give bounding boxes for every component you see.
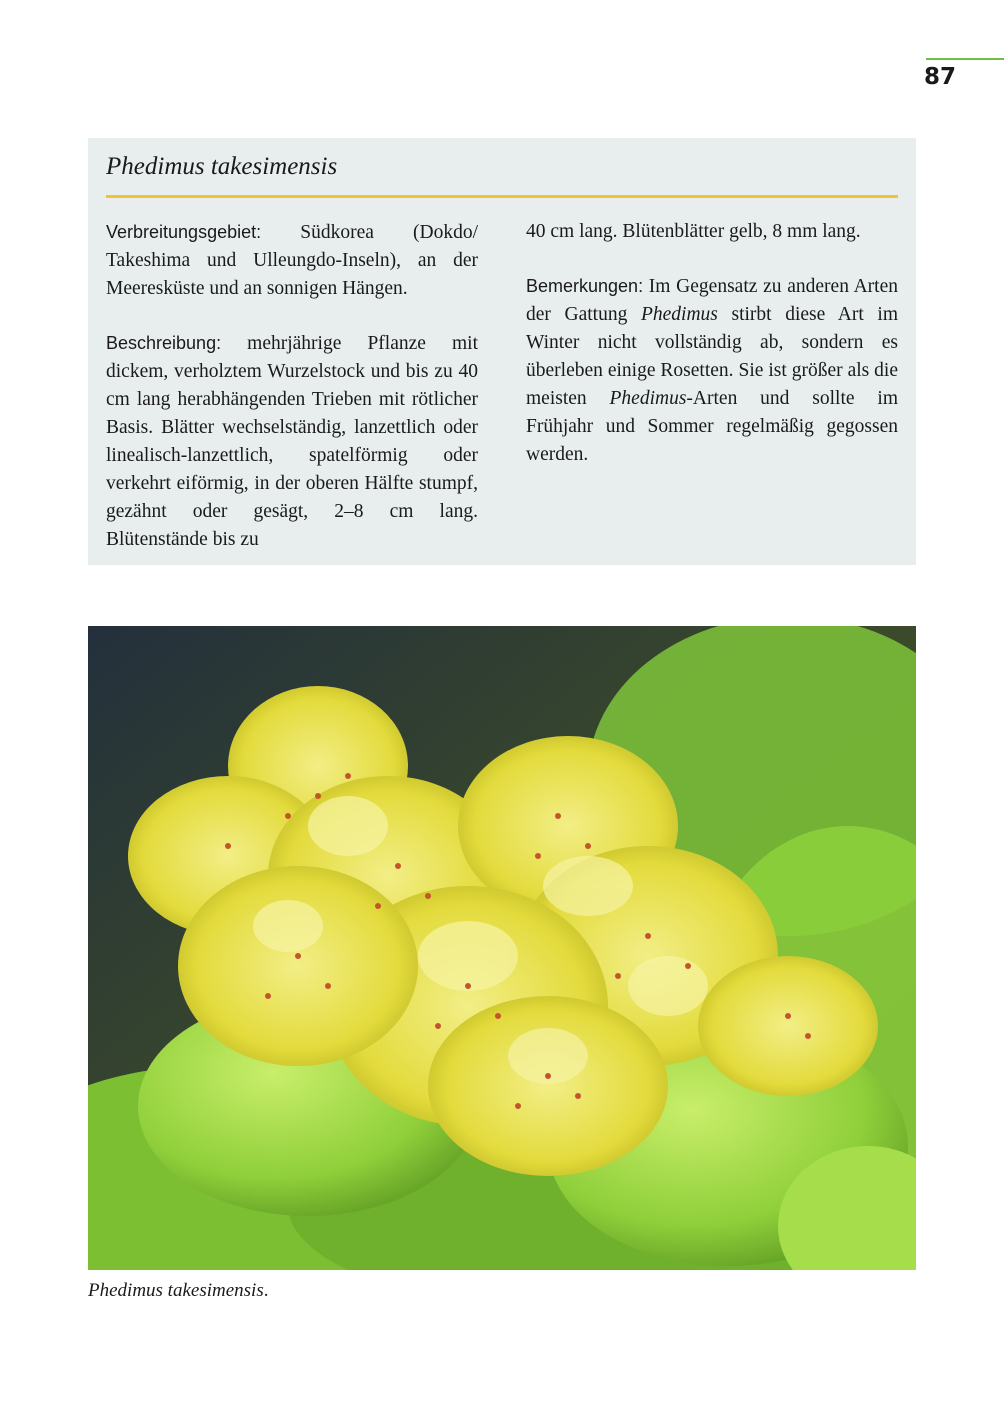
remarks-paragraph (526, 272, 898, 469)
description-text: mehrjährige Pflanze mit dickem, verholztem Wurzelstock und bis zu 40 cm lang herabhängenden Trieben mit rötlicher Basis. Blätter wechselständig, lanzettlich oder linealisch-lanzettlich, spatelförmig oder verkehrt eiförmig, in der oberen Hälfte stumpf, gezähnt oder gesägt, 2–8 cm lang. Blütenstände bis zu (106, 333, 478, 550)
description-continued: 40 cm lang. Blütenblätter gelb, 8 mm lang. (526, 221, 861, 242)
remarks-text-a: Im Gegensatz zu anderen Arten der Gattung (526, 276, 898, 325)
flower-photo (88, 626, 916, 1270)
description-label: Beschreibung: (106, 333, 222, 353)
title-underline (106, 195, 898, 198)
remarks-label: Bemerkungen: (526, 276, 644, 296)
info-column-left (106, 218, 478, 580)
distribution-paragraph (106, 218, 478, 303)
species-title: Phedimus takesimensis (106, 153, 338, 180)
info-column-right (526, 218, 898, 495)
species-info-box (88, 138, 916, 565)
remarks-genus-a: Phedimus (640, 304, 718, 325)
remarks-genus-b: Phedimus (609, 388, 687, 409)
distribution-label: Verbreitungsgebiet: (106, 222, 262, 242)
caption-species: Phedimus takesimensis (88, 1280, 264, 1301)
photo-caption (88, 1278, 268, 1304)
caption-period: . (263, 1280, 269, 1301)
remarks-text-c: -Arten und sollte im Frühjahr und Sommer regelmäßig gegossen werden. (526, 388, 898, 465)
distribution-text: Südkorea (Dokdo/ Takeshima und Ulleungdo-Inseln), an der Meeresküste und an sonnigen Hängen. (106, 222, 478, 299)
page-number: 87 (924, 64, 957, 90)
description-paragraph (106, 329, 478, 554)
flower-photo-illustration (88, 626, 916, 1270)
remarks-text-b: stirbt diese Art im Winter nicht vollständig ab, sondern es überleben einige Rosetten. Sie ist größer als die meisten (526, 304, 898, 409)
